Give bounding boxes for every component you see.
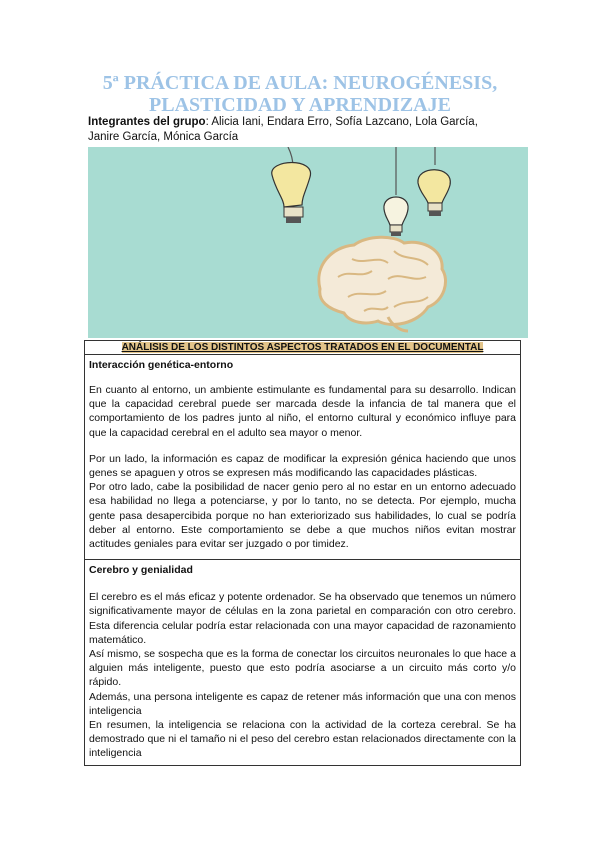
analysis-table [84, 340, 521, 766]
paragraph: El cerebro es el más eficaz y potente ordenador. Se ha observado que tenemos un número significativamente mayor de células en la zona parietal en comparación con otro cerebro. Esta diferencia celular podría estar relacionada con una mayor capacidad de razonamiento matemático. [89, 591, 516, 646]
section-brain-genius [85, 560, 521, 765]
title-line-1: 5ª PRÁCTICA DE AULA: NEUROGÉNESIS, [102, 72, 498, 94]
members-names: : Alicia Iani, Endara Erro, Sofía Lazcano, Lola García, Janire García, Mónica García [88, 116, 478, 143]
table-header: ANÁLISIS DE LOS DISTINTOS ASPECTOS TRATADOS EN EL DOCUMENTAL [85, 341, 521, 355]
section-title: Cerebro y genialidad [89, 564, 193, 577]
paragraph: Por otro lado, cabe la posibilidad de nacer genio pero al no estar en un entorno adecuado esa habilidad no llega a potenciarse, y por lo tanto, no se detecta. Por ejemplo, mucha gente pasa desapercibida porque no han exteriorizado sus habilidades, lo cual se podría deber al entorno. Este comportamiento se debe a que muchos niños evitan mostrar actitudes geniales para evitar ser juzgado o por timidez. [89, 481, 516, 551]
paragraph: Así mismo, se sospecha que es la forma de conectar los circuitos neuronales lo que hace a alguien más inteligente, puesto que esto podría asociarse a un circuito más corto y/o rápido. [89, 648, 516, 689]
title-line-2: PLASTICIDAD Y APRENDIZAJE [149, 94, 451, 116]
paragraph: En resumen, la inteligencia se relaciona con la actividad de la corteza cerebral. Se ha demostrado que ni el tamaño ni el peso del cerebro estan relacionados directamente con la inteligencia [89, 719, 516, 760]
paragraph: En cuanto al entorno, un ambiente estimulante es fundamental para su desarrollo. Indican que la capacidad cerebral puede ser marcada desde la infancia de tal manera que el comportamiento de los padres junto al niño, el entorno cultural y económico influye para que la capacidad cerebral en el adulto sea mayor o menor. [89, 384, 516, 439]
members-label: Integrantes del grupo [88, 116, 206, 128]
group-members [88, 115, 508, 145]
paragraph: Además, una persona inteligente es capaz de retener más información que una con menos inteligencia [89, 690, 516, 717]
paragraph: Por un lado, la información es capaz de modificar la expresión génica haciendo que unos genes se apaguen y otros se expresen más modificando las capacidades plásticas. [89, 452, 516, 480]
section-title: Interacción genética-entorno [89, 359, 234, 371]
brain-lightbulbs-image [88, 147, 528, 338]
section-gene-environment [85, 355, 521, 560]
brain-lightbulbs-illustration [88, 147, 528, 338]
document-title [0, 72, 600, 116]
